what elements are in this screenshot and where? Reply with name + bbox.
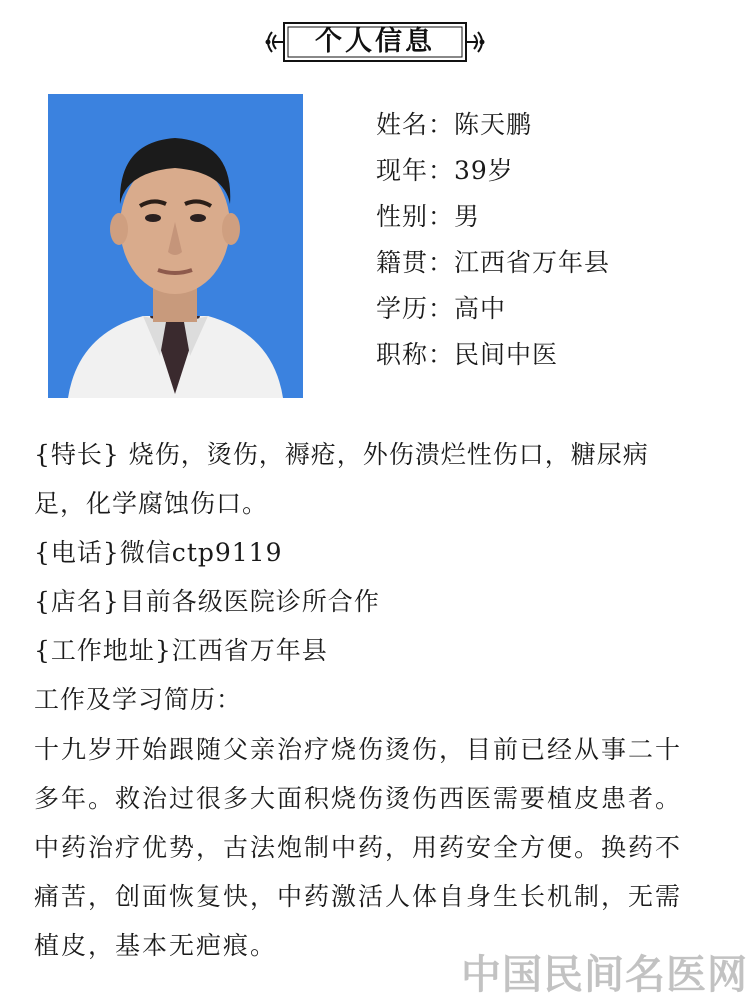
title-field: 职称：民间中医 bbox=[376, 340, 559, 369]
specialty-line-1: {特长} 烧伤，烫伤，褥疮，外伤溃烂性伤口，糖尿病 bbox=[34, 440, 649, 469]
history-heading: 工作及学习简历： bbox=[34, 685, 243, 714]
bio-line: 植皮，基本无疤痕。 bbox=[34, 931, 278, 960]
shop-line: {店名}目前各级医院诊所合作 bbox=[34, 587, 380, 616]
bio-line: 十九岁开始跟随父亲治疗烧伤烫伤，目前已经从事二十 bbox=[34, 735, 683, 764]
profile-info-list bbox=[376, 102, 610, 378]
name-field: 姓名：陈天鹏 bbox=[376, 110, 533, 139]
phone-line: {电话}微信ctp9119 bbox=[34, 538, 283, 567]
details-section bbox=[34, 430, 724, 724]
portrait-image bbox=[48, 94, 303, 398]
biography-section bbox=[34, 725, 724, 970]
address-line: {工作地址}江西省万年县 bbox=[34, 636, 328, 665]
profile-photo bbox=[48, 94, 303, 398]
specialty-line-2: 足，化学腐蚀伤口。 bbox=[34, 489, 269, 518]
education-field: 学历：高中 bbox=[376, 294, 507, 323]
bio-line: 痛苦，创面恢复快，中药激活人体自身生长机制，无需 bbox=[34, 882, 683, 911]
age-field: 现年：39岁 bbox=[376, 156, 514, 185]
gender-field: 性别：男 bbox=[376, 202, 481, 231]
page-title: 个人信息 bbox=[315, 26, 435, 57]
bio-line: 多年。救治过很多大面积烧伤烫伤西医需要植皮患者。 bbox=[34, 784, 683, 813]
hometown-field: 籍贯：江西省万年县 bbox=[376, 248, 611, 277]
bio-line: 中药治疗优势，古法炮制中药，用药安全方便。换药不 bbox=[34, 833, 683, 862]
title-banner bbox=[262, 18, 488, 66]
site-watermark: 中国民间名医网 bbox=[461, 952, 748, 998]
